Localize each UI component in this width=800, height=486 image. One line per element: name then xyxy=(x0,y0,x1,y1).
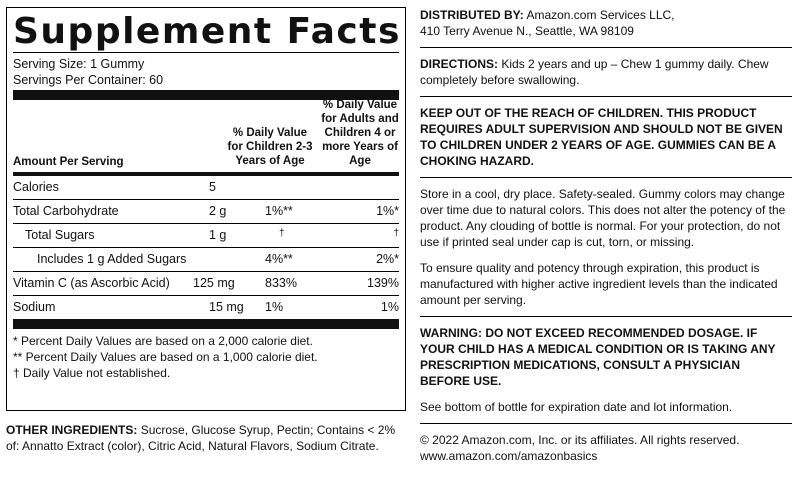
supplement-facts-panel xyxy=(6,7,406,411)
directions-label: DIRECTIONS: xyxy=(420,57,498,71)
footnote: ** Percent Daily Values are based on a 1,000 calorie diet. xyxy=(13,350,318,364)
divider xyxy=(420,177,792,178)
nutrient-table xyxy=(13,176,399,319)
nutrient-dv-adults: 139% xyxy=(367,276,399,290)
nutrient-dv-adults: † xyxy=(393,228,399,239)
nutrient-name: Vitamin C (as Ascorbic Acid) xyxy=(13,276,170,290)
nutrient-row xyxy=(13,296,399,319)
nutrient-name: Calories xyxy=(13,180,59,194)
nutrient-amount: 1 g xyxy=(209,228,227,242)
keep-out-warning: KEEP OUT OF THE REACH OF CHILDREN. THIS PRODUCT REQUIRES ADULT SUPERVISION AND SHOULD NOT BE GIVEN TO CHILDREN UNDER 2 YEARS OF AGE. GUMMIES CAN BE A CHOKING HAZARD. xyxy=(420,106,783,168)
nutrient-dv-children: † xyxy=(279,228,285,239)
expiration-text: See bottom of bottle for expiration date and lot information. xyxy=(420,400,733,414)
website-url: www.amazon.com/amazonbasics xyxy=(420,449,598,463)
nutrient-row xyxy=(13,176,399,200)
nutrient-dv-adults: 1% xyxy=(380,300,399,314)
nutrient-row xyxy=(13,248,399,272)
potency-text: To ensure quality and potency through expiration, this product is manufactured with higher active ingredient levels than the indicated amount per serving. xyxy=(420,261,778,307)
dv-adults-header: % Daily Value for Adults and Children 4 or more Years of Age xyxy=(321,99,399,167)
servings-per-container: Servings Per Container: 60 xyxy=(13,73,164,87)
nutrient-dv-children: 1% xyxy=(265,300,284,314)
address: 410 Terry Avenue N., Seattle, WA 98109 xyxy=(420,24,634,38)
serving-size: Serving Size: 1 Gummy xyxy=(13,57,145,71)
nutrient-name: Includes 1 g Added Sugars xyxy=(37,252,187,266)
other-ingredients-text: Sucrose, Glucose Syrup, Pectin; Contains < 2% of: Annatto Extract (color), Citric Acid, Natural Flavors, Sodium Citrate. xyxy=(6,423,396,453)
distributed-text: Amazon.com Services LLC, xyxy=(526,8,675,22)
facts-title: Supplement Facts xyxy=(13,11,401,52)
nutrient-amount: 5 xyxy=(209,180,216,194)
nutrient-dv-adults: 2%* xyxy=(376,252,399,266)
copyright: © 2022 Amazon.com, Inc. or its affiliates. All rights reserved. xyxy=(420,433,740,447)
nutrient-name: Total Carbohydrate xyxy=(13,204,119,218)
thick-divider xyxy=(13,319,399,329)
footnote: * Percent Daily Values are based on a 2,000 calorie diet. xyxy=(13,334,313,348)
dosage-warning: WARNING: DO NOT EXCEED RECOMMENDED DOSAGE. IF YOUR CHILD HAS A MEDICAL CONDITION OR IS TAKING ANY PRESCRIPTION MEDICATIONS, CONSULT A PHYSICIAN BEFORE USE. xyxy=(420,326,776,388)
nutrient-name: Sodium xyxy=(13,300,56,314)
nutrient-dv-children: 4%** xyxy=(265,252,293,266)
dv-children-header: % Daily Value for Children 2-3 Years of Age xyxy=(227,127,313,167)
nutrient-name: Total Sugars xyxy=(25,228,95,242)
divider xyxy=(420,316,792,317)
nutrient-amount: 15 mg xyxy=(209,300,244,314)
nutrient-row xyxy=(13,200,399,224)
facts-header-row xyxy=(13,100,399,172)
nutrient-dv-adults: 1%* xyxy=(376,204,399,218)
amount-per-serving-header: Amount Per Serving xyxy=(13,156,124,168)
footnotes xyxy=(13,333,399,381)
footnote: † Daily Value not established. xyxy=(13,366,171,380)
nutrient-row xyxy=(13,272,399,296)
divider xyxy=(420,47,792,48)
directions-text: Kids 2 years and up – Chew 1 gummy daily. Chew completely before swallowing. xyxy=(420,57,769,87)
other-ingredients xyxy=(6,422,406,454)
divider xyxy=(13,52,399,53)
label-text-column xyxy=(420,7,792,464)
storage-text: Store in a cool, dry place. Safety-sealed. Gummy colors may change over time due to natural colors. This does not alter the potency of the product. Any clouding of bottle is normal. For your protection, do not use if printed seal under cap is cut, torn, or missing. xyxy=(420,187,786,249)
divider xyxy=(420,96,792,97)
nutrient-row xyxy=(13,224,399,248)
divider xyxy=(420,423,792,424)
other-ingredients-label: OTHER INGREDIENTS: xyxy=(6,423,138,437)
distributed-label: DISTRIBUTED BY: xyxy=(420,8,524,22)
nutrient-amount: 125 mg xyxy=(193,276,235,290)
nutrient-dv-children: 833% xyxy=(265,276,297,290)
nutrient-dv-children: 1%** xyxy=(265,204,293,218)
nutrient-amount: 2 g xyxy=(209,204,227,218)
